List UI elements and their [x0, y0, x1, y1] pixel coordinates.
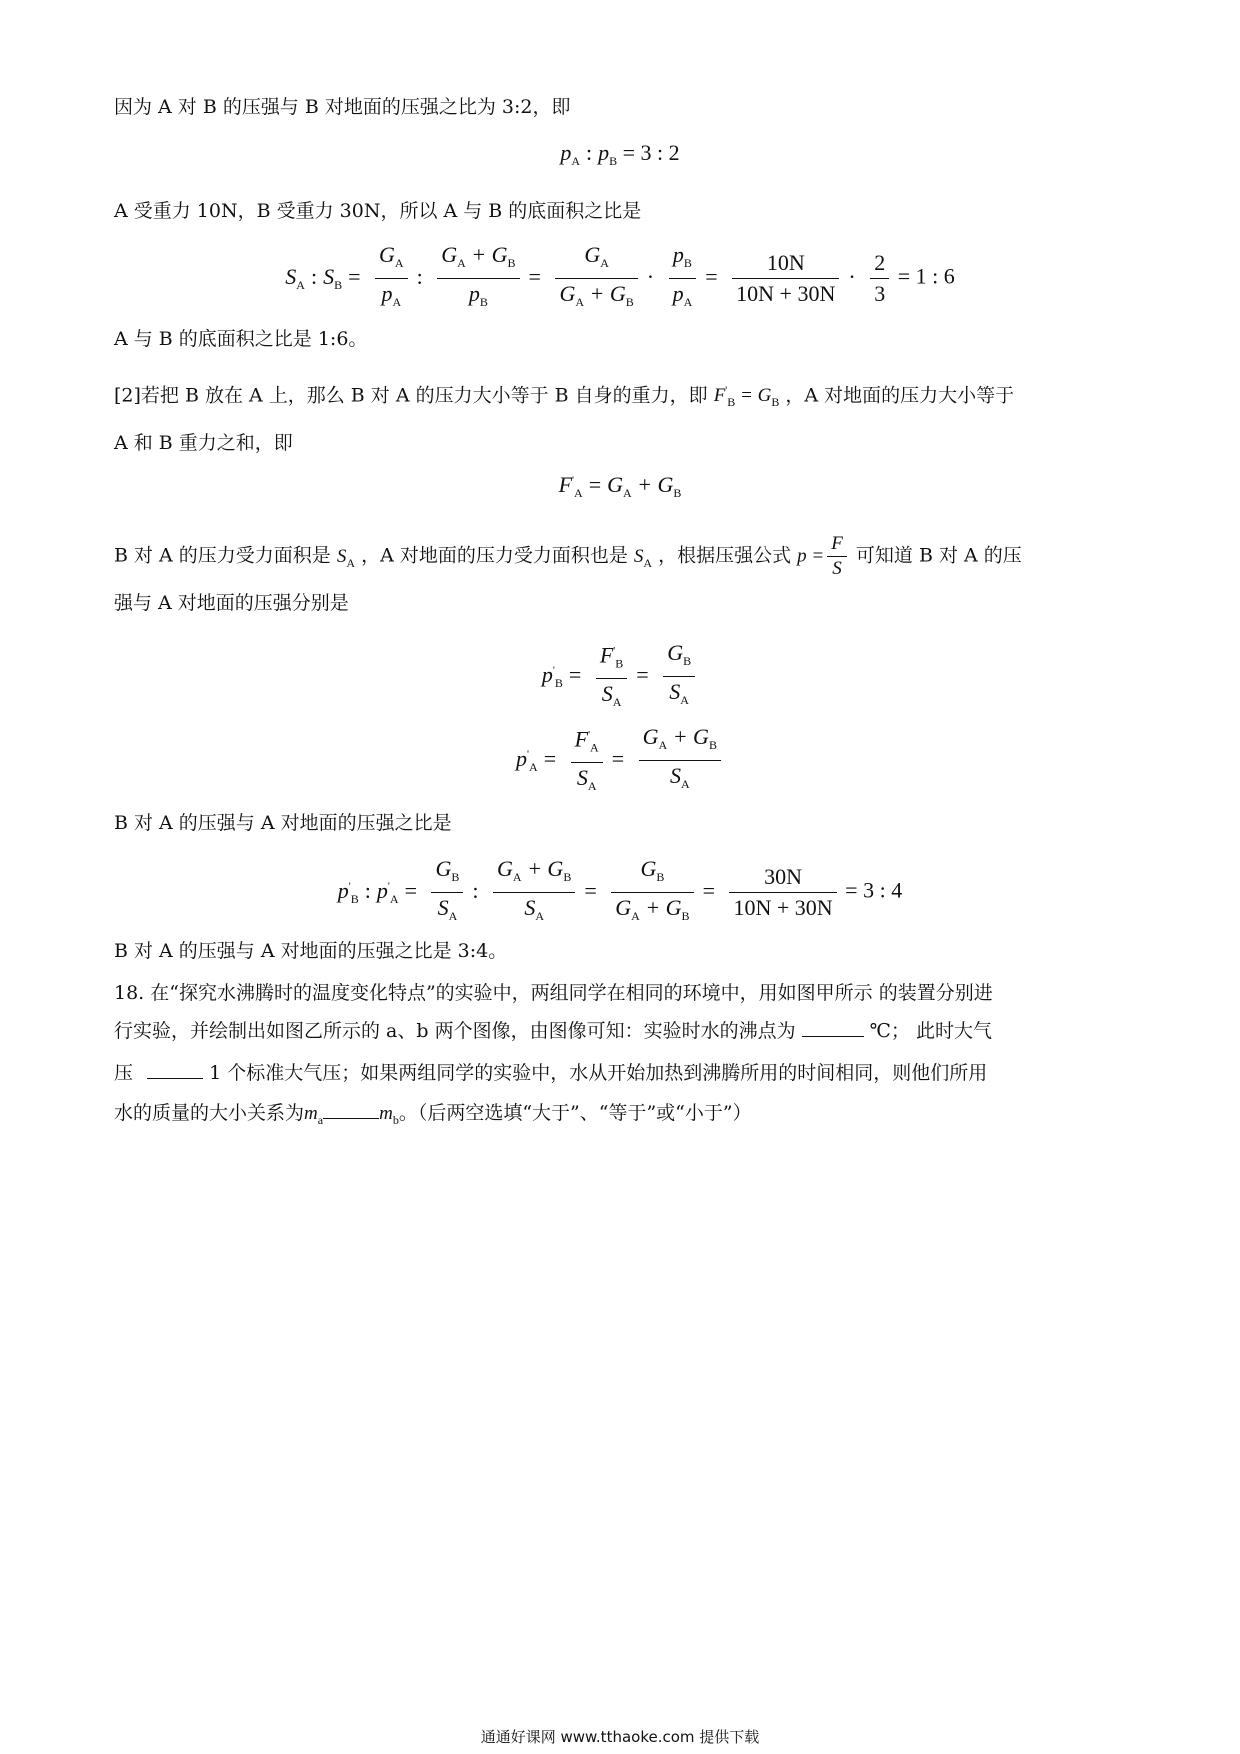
blank-mass-comparison[interactable] — [323, 1100, 379, 1119]
eq6-num: 30N — [729, 862, 836, 893]
blank-boiling-point[interactable] — [802, 1018, 864, 1037]
para6-text-c: ，根据压强公式 — [658, 544, 792, 567]
q18-line-4-text-a: 水的质量的大小关系为 — [114, 1102, 305, 1124]
para-sum-weights: A 和 B 重力之和，即 — [114, 432, 293, 454]
eq6-result: = 3 : 4 — [845, 877, 903, 903]
para-final-result: B 对 A 的压强与 A 对地面的压强之比是 3:4。 — [114, 940, 508, 962]
equation-final-ratio: $p'_B$ : $p'_A$ = $\frac{G_B}{S_A}$ : $\frac{G_A + G_B}{S_A}$ = $\frac{G_B}{G_A + G_B}$ = $\frac{30N}{10N + 30N}$ = 3 : 4 — [337, 856, 903, 923]
q18-line-2-text-a: 行实验，并绘制出如图乙所示的 a、b 两个图像，由图像可知：实验时水的沸点为 — [114, 1020, 796, 1042]
eq2-den: 10N + 30N — [736, 281, 836, 306]
eq2-two: 2 — [870, 248, 889, 279]
equation-area-ratio: $S_A$ : $S_B$ = $\frac{G_A}{p_A}$ : $\frac{G_A + G_B}{p_B}$ = $\frac{G_A}{G_A + G_B}$ · $\frac{p_B}{p_A}$ = $\frac{10N}{10N + 30N}$ · $\frac{2}{3}$ = 1 : 6 — [285, 242, 955, 309]
q18-line-2 — [114, 1016, 1134, 1046]
q18-line-1: 18. 在“探究水沸腾时的温度变化特点”的实验中，两组同学在相同的环境中，用如图甲所示 的装置分别进 — [114, 982, 993, 1004]
para-pressure-ratio-intro: B 对 A 的压强与 A 对地面的压强之比是 — [114, 812, 452, 834]
q18-line-3 — [114, 1058, 1134, 1088]
equation-force-a: $F'_A = G_A + G_B$ — [558, 472, 682, 500]
equation-pressure-ratio: $p_A$ : $p_B = 3$ : 2 — [560, 140, 680, 168]
para6-text-d: 可知道 B 对 A 的压 — [855, 544, 1022, 567]
q18-line-4: 水的质量的大小关系为$m_a$ $m_b$。（后两空选填“大于”、“等于”或“小于”） — [114, 1102, 752, 1127]
blank-pressure-comparison[interactable] — [147, 1060, 203, 1079]
para6-text-a: B 对 A 的压力受力面积是 — [114, 544, 331, 567]
q18-line-4-text-b: 。（后两空选填“大于”、“等于”或“小于”） — [398, 1102, 752, 1124]
eq6-den: 10N + 30N — [733, 895, 833, 920]
para-area-result: A 与 B 的底面积之比是 1:6。 — [114, 328, 368, 350]
page-footer: 通通好课网 www.tthaoke.com 提供下载 — [480, 1728, 760, 1746]
para-weights: A 受重力 10N，B 受重力 30N，所以 A 与 B 的底面积之比是 — [114, 200, 642, 222]
eq2-three: 3 — [874, 281, 886, 306]
q18-line-2-text-b: ℃； 此时大气 — [869, 1020, 992, 1042]
para4-text-b: ，A 对地面的压力大小等于 — [785, 384, 1015, 407]
para-stack-b-on-a — [114, 376, 1134, 417]
equation-pressure-a: $p'_A$ = $\frac{F'_A}{S_A}$ = $\frac{G_A + G_B}{S_A}$ — [0, 720, 1240, 801]
para-ratio-intro: 因为 A 对 B 的压强与 B 对地面的压强之比为 3:2，即 — [114, 96, 571, 118]
para6-text-b: ，A 对地面的压力受力面积也是 — [361, 544, 628, 567]
equation-pressure-b: $p'_B$ = $\frac{F'_B}{S_A}$ = $\frac{G_B}{S_A}$ — [0, 636, 1240, 717]
q18-line-3-text-a: 压 — [114, 1062, 134, 1084]
eq2-result: = 1 : 6 — [897, 263, 955, 289]
para4-text-a: [2]若把 B 放在 A 上，那么 B 对 A 的压力大小等于 B 自身的重力，即 — [114, 384, 708, 407]
para-contact-area: B 对 A 的压力受力面积是 $S_A$ ，A 对地面的压力受力面积也是 $S_A$ ，根据压强公式 p = $\frac{F}{S}$ 可知道 B 对 A 的压 — [114, 533, 1022, 579]
eq2-num: 10N — [732, 248, 839, 279]
para-pressures: 强与 A 对地面的压强分别是 — [114, 592, 349, 614]
inline-eq-fb: $F'_B = G_B$ — [713, 385, 780, 410]
q18-line-3-text-b: 1 个标准大气压；如果两组同学的实验中，水从开始加热到沸腾所用的时间相同，则他们所用 — [209, 1062, 988, 1084]
